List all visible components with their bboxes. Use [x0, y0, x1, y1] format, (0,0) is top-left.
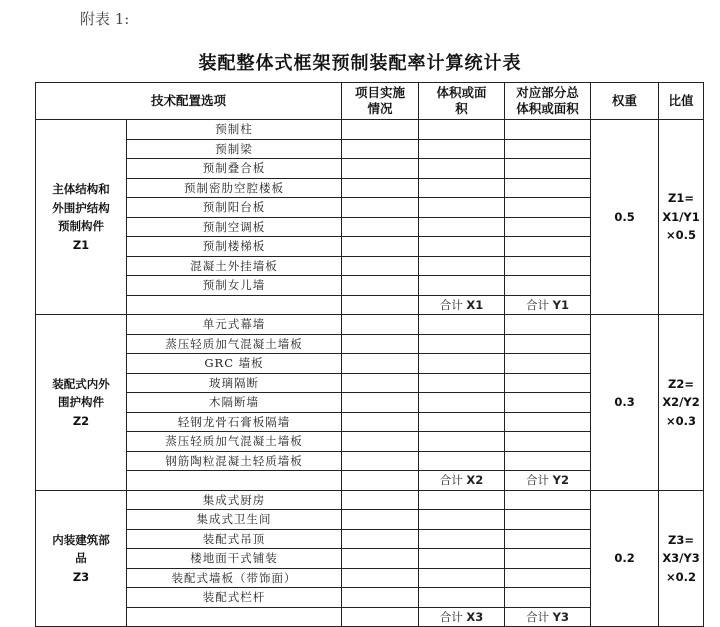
total-cell	[505, 198, 591, 218]
category-line: 内装建筑部	[52, 532, 110, 547]
status-cell	[342, 568, 419, 588]
volume-cell	[419, 139, 505, 159]
item-name: 预制阳台板	[127, 198, 342, 218]
volume-cell	[419, 529, 505, 549]
status-cell	[342, 373, 419, 393]
sum-volume-cell	[419, 607, 505, 627]
status-cell	[342, 159, 419, 179]
item-name: 预制女儿墙	[127, 276, 342, 296]
volume-cell	[419, 568, 505, 588]
total-cell	[505, 373, 591, 393]
total-cell	[505, 217, 591, 237]
status-cell	[342, 256, 419, 276]
sum-prefix: 合计	[526, 609, 550, 624]
volume-cell	[419, 198, 505, 218]
sum-label-empty	[127, 607, 342, 627]
header-row	[36, 83, 704, 120]
header-volume	[419, 83, 505, 120]
sum-prefix: 合计	[526, 473, 550, 487]
total-cell	[505, 256, 591, 276]
header-total	[505, 83, 591, 120]
status-cell	[342, 334, 419, 354]
prefab-rate-table	[35, 82, 704, 627]
ratio-line: Z1=	[668, 191, 694, 206]
sum-y: Y3	[552, 609, 570, 624]
sum-y: Y1	[552, 297, 570, 312]
item-name: 钢筋陶粒混凝土轻质墙板	[127, 451, 342, 471]
category-line: 预制构件	[58, 219, 104, 233]
total-cell	[505, 315, 591, 335]
volume-cell	[419, 510, 505, 530]
table-row	[36, 490, 704, 510]
category-line: 围护构件	[58, 395, 104, 409]
status-cell	[342, 549, 419, 569]
status-cell	[342, 607, 419, 627]
header-ratio: 比值	[659, 83, 704, 120]
item-name: 楼地面干式铺装	[127, 549, 342, 569]
header-status-line1: 项目实施	[355, 85, 406, 100]
category-line: 外围护结构	[52, 200, 110, 215]
sum-label-empty	[127, 471, 342, 491]
item-name: 预制梁	[127, 139, 342, 159]
ratio-line: X2/Y2	[662, 395, 700, 409]
header-weight: 权重	[591, 83, 659, 120]
total-cell	[505, 178, 591, 198]
status-cell	[342, 510, 419, 530]
header-total-line1: 对应部分总	[516, 85, 579, 100]
total-cell	[505, 412, 591, 432]
volume-cell	[419, 588, 505, 608]
sum-total-cell	[505, 471, 591, 491]
volume-cell	[419, 315, 505, 335]
total-cell	[505, 334, 591, 354]
appendix-label: 附表 1:	[80, 10, 130, 28]
volume-cell	[419, 490, 505, 510]
category-line: Z1	[72, 237, 90, 252]
sum-x: X1	[466, 297, 484, 312]
item-name: 蒸压轻质加气混凝土墙板	[127, 334, 342, 354]
sum-volume-cell	[419, 471, 505, 491]
status-cell	[342, 412, 419, 432]
item-name: 预制柱	[127, 120, 342, 140]
sum-x: X3	[466, 609, 484, 624]
item-name: 装配式栏杆	[127, 588, 342, 608]
volume-cell	[419, 217, 505, 237]
category-line: Z3	[72, 569, 90, 584]
sum-prefix: 合计	[439, 609, 463, 624]
status-cell	[342, 354, 419, 374]
status-cell	[342, 315, 419, 335]
total-cell	[505, 568, 591, 588]
header-volume-line1: 体积或面	[436, 85, 487, 100]
total-cell	[505, 529, 591, 549]
item-name: GRC 墙板	[127, 354, 342, 374]
item-name: 预制叠合板	[127, 159, 342, 179]
sum-y: Y2	[552, 473, 570, 487]
item-name: 预制密肋空腔楼板	[127, 178, 342, 198]
total-cell	[505, 139, 591, 159]
category-line: 主体结构和	[52, 182, 110, 196]
volume-cell	[419, 256, 505, 276]
total-cell	[505, 120, 591, 140]
category-cell	[36, 490, 127, 627]
item-name: 装配式墙板（带饰面）	[127, 568, 342, 588]
total-cell	[505, 354, 591, 374]
ratio-line: ×0.5	[666, 228, 697, 243]
sum-prefix: 合计	[439, 297, 463, 312]
table-row	[36, 315, 704, 335]
ratio-formula	[659, 375, 703, 431]
volume-cell	[419, 178, 505, 198]
sum-prefix: 合计	[439, 473, 463, 487]
item-name: 蒸压轻质加气混凝土墙板	[127, 432, 342, 452]
sum-total-cell	[505, 295, 591, 315]
volume-cell	[419, 159, 505, 179]
header-status	[342, 83, 419, 120]
status-cell	[342, 198, 419, 218]
item-name: 装配式吊顶	[127, 529, 342, 549]
category-line: 装配式内外	[52, 376, 110, 391]
status-cell	[342, 120, 419, 140]
total-cell	[505, 237, 591, 257]
ratio-line: X3/Y3	[662, 551, 700, 565]
volume-cell	[419, 432, 505, 452]
category-line: 品	[75, 551, 87, 565]
status-cell	[342, 139, 419, 159]
total-cell	[505, 490, 591, 510]
total-cell	[505, 451, 591, 471]
header-option: 技术配置选项	[36, 83, 342, 120]
category-label	[36, 531, 126, 587]
item-name: 木隔断墙	[127, 393, 342, 413]
total-cell	[505, 159, 591, 179]
ratio-formula	[659, 531, 703, 587]
status-cell	[342, 393, 419, 413]
volume-cell	[419, 373, 505, 393]
status-cell	[342, 432, 419, 452]
item-name: 预制空调板	[127, 217, 342, 237]
table-title: 装配整体式框架预制装配率计算统计表	[198, 53, 522, 74]
item-name: 集成式卫生间	[127, 510, 342, 530]
total-cell	[505, 432, 591, 452]
ratio-cell	[659, 315, 704, 491]
volume-cell	[419, 237, 505, 257]
volume-cell	[419, 120, 505, 140]
status-cell	[342, 490, 419, 510]
sum-total-cell	[505, 607, 591, 627]
status-cell	[342, 237, 419, 257]
table-body	[36, 120, 704, 627]
weight-cell: 0.5	[591, 120, 659, 315]
total-cell	[505, 393, 591, 413]
status-cell	[342, 529, 419, 549]
volume-cell	[419, 451, 505, 471]
table-row	[36, 120, 704, 140]
header-volume-line2: 积	[455, 101, 468, 116]
ratio-line: X1/Y1	[662, 209, 700, 224]
weight-cell: 0.2	[591, 490, 659, 627]
category-label	[36, 375, 126, 431]
status-cell	[342, 588, 419, 608]
header-status-line2: 情况	[367, 101, 393, 116]
volume-cell	[419, 354, 505, 374]
status-cell	[342, 276, 419, 296]
category-label	[36, 180, 126, 254]
volume-cell	[419, 334, 505, 354]
sum-x: X2	[466, 473, 484, 487]
category-cell	[36, 120, 127, 315]
total-cell	[505, 276, 591, 296]
volume-cell	[419, 393, 505, 413]
ratio-line: Z2=	[668, 376, 694, 391]
status-cell	[342, 471, 419, 491]
ratio-cell	[659, 490, 704, 627]
volume-cell	[419, 412, 505, 432]
total-cell	[505, 510, 591, 530]
volume-cell	[419, 549, 505, 569]
item-name: 单元式幕墙	[127, 315, 342, 335]
header-total-line2: 体积或面积	[516, 101, 579, 116]
ratio-cell	[659, 120, 704, 315]
ratio-line: Z3=	[668, 532, 694, 547]
total-cell	[505, 588, 591, 608]
ratio-formula	[659, 189, 703, 245]
item-name: 预制楼梯板	[127, 237, 342, 257]
sum-label-empty	[127, 295, 342, 315]
item-name: 集成式厨房	[127, 490, 342, 510]
item-name: 玻璃隔断	[127, 373, 342, 393]
total-cell	[505, 549, 591, 569]
status-cell	[342, 295, 419, 315]
sum-volume-cell	[419, 295, 505, 315]
weight-cell: 0.3	[591, 315, 659, 491]
status-cell	[342, 217, 419, 237]
sum-prefix: 合计	[526, 297, 550, 312]
category-line: Z2	[72, 413, 90, 428]
category-cell	[36, 315, 127, 491]
status-cell	[342, 451, 419, 471]
ratio-line: ×0.2	[666, 569, 697, 584]
volume-cell	[419, 276, 505, 296]
item-name: 混凝土外挂墙板	[127, 256, 342, 276]
ratio-line: ×0.3	[666, 413, 697, 428]
item-name: 轻钢龙骨石膏板隔墙	[127, 412, 342, 432]
status-cell	[342, 178, 419, 198]
